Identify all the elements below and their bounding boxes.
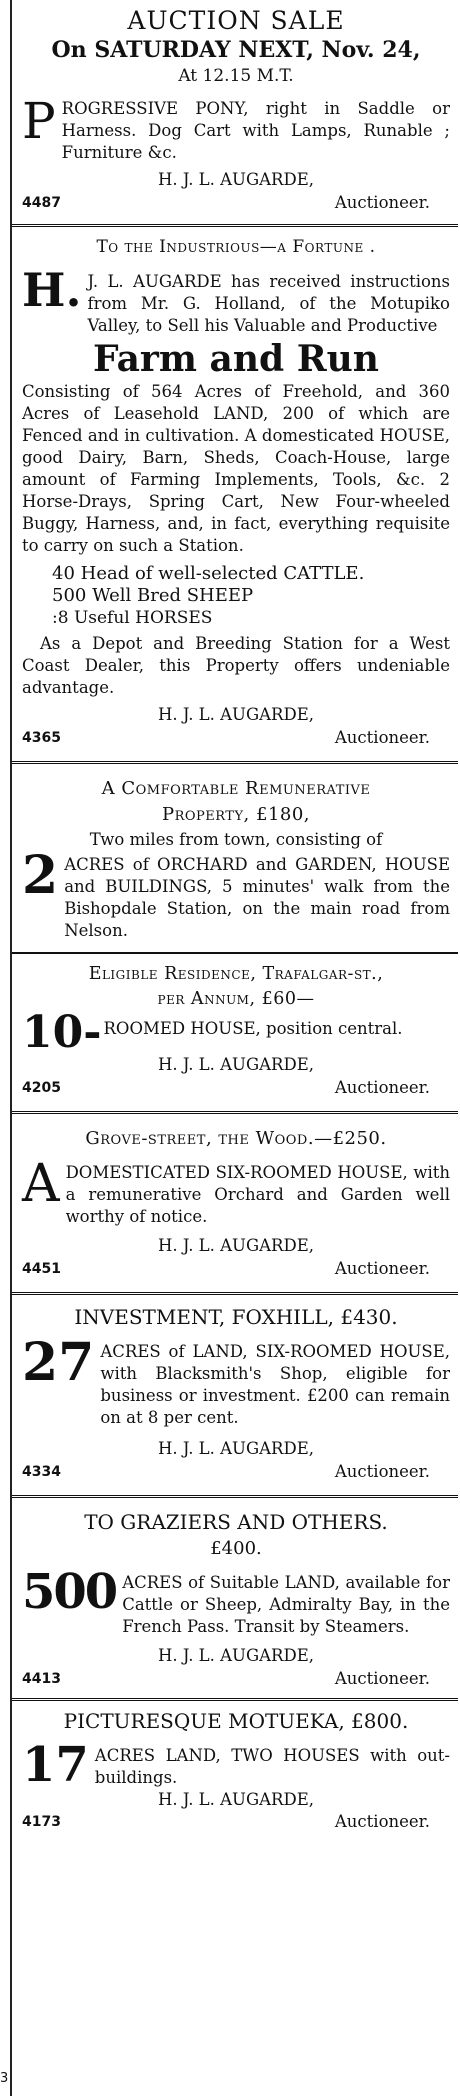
margin-mark: 3 — [0, 2071, 9, 2086]
auctioneer-role: Auctioneer. — [334, 1812, 430, 1832]
ad-subheading: Property, £180, — [161, 804, 311, 825]
ad-number: 4334 — [22, 1464, 61, 1481]
ad-title: Farm and Run — [93, 338, 379, 380]
ad-number: 4365 — [22, 730, 61, 746]
ad-body — [22, 845, 450, 942]
ad-motueka — [12, 1701, 458, 1833]
drop-capital: 10- — [22, 1007, 102, 1058]
ad-signature — [22, 727, 450, 749]
auctioneer-name: H. J. L. AUGARDE, — [157, 705, 314, 724]
newspaper-column — [10, 0, 458, 2096]
ad-text: ACRES of LAND, SIX-ROOMED HOUSE, with Blacksmith's Shop, eligible for business or investment. £200 can remain on at 8 per cent. — [100, 1342, 450, 1428]
ad-heading: To the Industrious—a Fortune . — [96, 237, 376, 257]
ad-text: J. L. AUGARDE has received instructions from Mr. G. Holland, of the Motupiko Valley, to Sell his Valuable and Productive — [87, 272, 450, 335]
ad-text: ACRES LAND, TWO HOUSES with out-buildings. — [94, 1746, 450, 1788]
ad-number: 4487 — [22, 195, 61, 211]
drop-capital: 500 — [22, 1564, 117, 1621]
auctioneer-role: Auctioneer. — [334, 1259, 430, 1279]
ad-graziers — [12, 1498, 458, 1690]
ad-body — [22, 92, 450, 164]
ad-heading: A Comfortable Remunerative — [101, 778, 371, 799]
drop-capital: A — [22, 1154, 60, 1215]
ad-heading: PICTURESQUE MOTUEKA, £800. — [63, 1709, 409, 1734]
ad-date: On SATURDAY NEXT, Nov. 24, — [51, 37, 421, 63]
ad-price: £400. — [210, 1538, 262, 1560]
auctioneer-name: H. J. L. AUGARDE, — [157, 1790, 314, 1810]
auctioneer-role: Auctioneer. — [334, 1669, 430, 1689]
auctioneer-name: H. J. L. AUGARDE, — [157, 1055, 314, 1075]
ad-eligible-residence — [12, 954, 458, 1099]
ad-text: ROGRESSIVE PONY, right in Saddle or Harness. Dog Cart with Lamps, Runable ; Furniture &c. — [61, 99, 450, 162]
ad-body — [22, 1332, 450, 1429]
auctioneer-name: H. J. L. AUGARDE, — [157, 1646, 314, 1666]
ad-closing: As a Depot and Breeding Station for a West Coast Dealer, this Property offers undeniable advantage. — [22, 634, 450, 697]
livestock-list — [22, 563, 450, 629]
ad-description: Consisting of 564 Acres of Freehold, and 360 Acres of Leasehold LAND, 200 of which are Fenced and in cultivation. A domesticated HOUSE, good Dairy, Barn, Sheds, Coach-House, large amount of Farming Implements, Tools, &c. 2 Horse-Drays, Spring Cart, New Four-wheeled Buggy, Harness, and, in fact, everything requisite to carry on such a Station. — [22, 382, 450, 555]
auctioneer-role: Auctioneer. — [334, 1462, 430, 1482]
ad-time: At 12.15 M.T. — [178, 66, 294, 86]
auctioneer-role: Auctioneer. — [334, 728, 430, 747]
ad-farm-and-run — [12, 227, 458, 749]
drop-capital: 2 — [22, 845, 59, 906]
ad-signature — [22, 1258, 450, 1280]
ad-title: AUCTION SALE — [127, 6, 345, 35]
ad-number: 4205 — [22, 1080, 61, 1097]
ad-signature — [22, 1811, 450, 1833]
livestock-item: :8 Useful HORSES — [52, 608, 213, 628]
auctioneer-name: H. J. L. AUGARDE, — [157, 170, 314, 189]
auctioneer-name: H. J. L. AUGARDE, — [157, 1236, 314, 1256]
ad-number: 4413 — [22, 1671, 61, 1688]
ad-heading: TO GRAZIERS AND OTHERS. — [84, 1510, 388, 1535]
ad-orchard-property — [12, 764, 458, 942]
drop-capital: 17 — [22, 1737, 89, 1794]
auctioneer-role: Auctioneer. — [334, 1078, 430, 1098]
ad-signature — [22, 192, 450, 214]
ad-signature — [22, 1668, 450, 1690]
ad-heading: INVESTMENT, FOXHILL, £430. — [74, 1305, 398, 1330]
ad-grove-street — [12, 1114, 458, 1280]
drop-capital: H. — [22, 263, 82, 317]
ad-intro — [22, 263, 450, 337]
ad-text: ACRES of ORCHARD and GARDEN, HOUSE and BUILDINGS, 5 minutes' walk from the Bishopdale Station, on the main road from Nelson. — [64, 855, 450, 940]
ad-foxhill-investment — [12, 1295, 458, 1483]
ad-text: DOMESTICATED SIX-ROOMED HOUSE, with a remunerative Orchard and Garden well worthy of notice. — [65, 1163, 450, 1227]
ad-subheading: per Annum, £60— — [157, 989, 315, 1009]
auctioneer-role: Auctioneer. — [334, 193, 430, 212]
ad-body — [22, 1154, 450, 1228]
ad-body — [22, 1007, 450, 1058]
ad-body — [22, 1737, 450, 1794]
ad-signature — [22, 1077, 450, 1099]
auctioneer-name: H. J. L. AUGARDE, — [157, 1439, 314, 1459]
ad-heading: Grove-street, the Wood.—£250. — [85, 1128, 387, 1150]
drop-capital: P — [22, 92, 56, 150]
ad-location: Two miles from town, consisting of — [89, 830, 383, 849]
ad-signature — [22, 1461, 450, 1483]
ad-text: ROOMED HOUSE, position central. — [103, 1019, 403, 1038]
livestock-item: 500 Well Bred SHEEP — [52, 585, 254, 606]
ad-number: 4451 — [22, 1261, 61, 1278]
ad-number: 4173 — [22, 1814, 61, 1831]
ad-text: ACRES of Suitable LAND, available for Cattle or Sheep, Admiralty Bay, in the French Pass. Transit by Steamers. — [122, 1573, 450, 1637]
ad-auction-sale — [12, 0, 458, 214]
ad-body — [22, 1564, 450, 1638]
drop-capital: 27 — [22, 1332, 95, 1394]
ad-heading: Eligible Residence, Trafalgar-st., — [88, 964, 384, 984]
livestock-item: 40 Head of well-selected CATTLE. — [52, 563, 365, 584]
